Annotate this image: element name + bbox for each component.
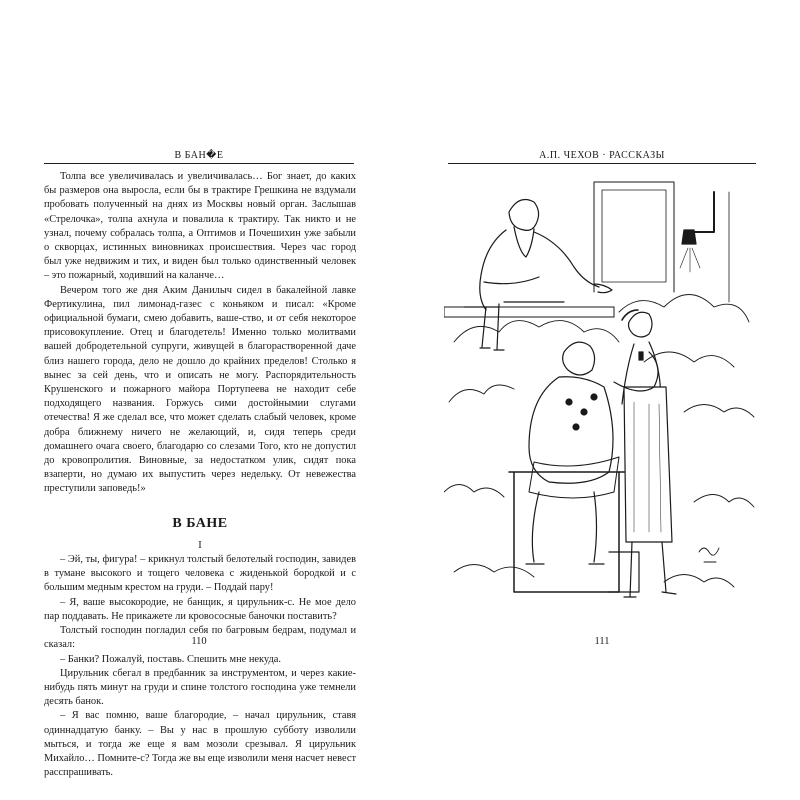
running-head: А.П. ЧЕХОВ · РАССКАЗЫ bbox=[539, 150, 665, 161]
page-number: 110 bbox=[191, 636, 207, 647]
body-text bbox=[44, 170, 356, 780]
paragraph: Цирульник сбегал в предбанник за инструментом, и через какие-нибудь пять минут на груди и спине толстого господина уже темнели десять банок. bbox=[44, 667, 356, 708]
paragraph: – Я, ваше высокородие, не банщик, я цирульник-с. Не мое дело пар поддавать. Не прикажете ли кровососные баночки поставить? bbox=[44, 596, 356, 622]
paragraph: – Я вас помню, ваше благородие, – начал цирульник, ставя одиннадцатую банку. – Вы у нас в прошлую субботу изволили мыться, и тогда же еще я вам мозоли срезывал. Я цирульник Михайло… Помните-с? Тогда же вы еще изволили меня насчет невест расспрашивать. bbox=[44, 710, 356, 779]
page-number: 111 bbox=[594, 636, 610, 647]
running-head-rule bbox=[448, 163, 756, 164]
bathhouse-illustration bbox=[444, 172, 756, 612]
paragraph: – Эй, ты, фигура! – крикнул толстый белотелый господин, завидев в тумане высокого и тощего человека с жиденькой бородкой и с большим медным крестом на груди. – Поддай пару! bbox=[44, 554, 356, 594]
right-page bbox=[400, 0, 800, 800]
running-head: В БАН�Е bbox=[174, 150, 224, 161]
paragraph: Вечером того же дня Аким Данилыч сидел в бакалейной лавке Фертикулина, пил лимонад-газес с коньяком и писал: «Кроме официальной бумаги, смею добавить, ваше-ство, и от себя некоторое присовокупление. Отец и благодетель! Именно только молитвами вашей добродетельной супруги, живущей в благорастворенной даче близ нашего города, дело не дошло до крайних пределов! Столько я вынес за сей день, что и описать не могу. Распорядительность Крушенского и пожарного майора Портупеева не находит себе подходящего названия. Горжусь сими достойнымии слугами отечества! Я же сделал все, что может сделать слабый человек, кроме добра ближнему ничего не желающий, и, сидя теперь среди домашнего очага своего, благодарю со слезами Того, кто не допустил до кровопролития. Виновные, за недостатком улик, сидят пока взаперти, но думаю их выпустить через недельку. От невежества преступили заповедь!» bbox=[44, 284, 356, 495]
paragraph: Толпа все увеличивалась и увеличивалась… Бог знает, до каких бы размеров она выросла, если бы в трактире Грешкина не вздумали пробовать полученный на днях из Москвы новый орган. Заслышав «Стрелочка», толпа ахнула и повалила к трактиру. Так никто и не узнал, почему собралась толпа, а Оптимов и Почешихин уже забыли о скворцах, истинных виновниках происшествия. Через час город был уже недвижим и тих, и виден был только одинственный человек – это пожарный, ходивший на каланче… bbox=[44, 171, 356, 282]
chapter-title: В БАНЕ bbox=[172, 515, 228, 531]
paragraph: Толстый господин погладил себя по багровым бедрам, подумал и сказал: bbox=[44, 625, 356, 651]
section-number: I bbox=[198, 539, 202, 551]
paragraph: – Банки? Пожалуй, поставь. Спешить мне некуда. bbox=[60, 653, 281, 665]
running-head-rule bbox=[44, 163, 354, 164]
